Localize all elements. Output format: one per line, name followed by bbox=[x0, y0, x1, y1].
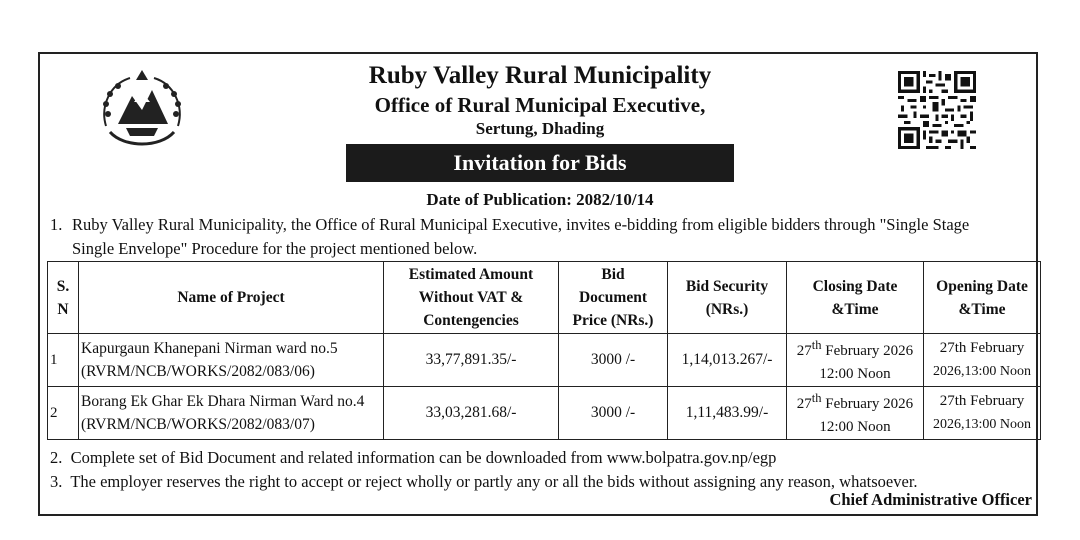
note-download: 2. Complete set of Bid Document and related information can be downloaded from www.bolpatra.gov.np/egp bbox=[50, 448, 777, 467]
row-project-name bbox=[79, 334, 384, 387]
closing-month-year: February 2026 bbox=[821, 396, 914, 412]
header-sn-line-2: N bbox=[57, 300, 69, 318]
header-sn bbox=[48, 262, 79, 334]
closing-time: 12:00 Noon bbox=[819, 419, 891, 435]
closing-date-line bbox=[789, 334, 921, 363]
project-code: (RVRM/NCB/WORKS/2082/083/06) bbox=[81, 363, 315, 380]
project-name-line-1: Borang Ek Ghar Ek Dhara Nirman Ward no.4 bbox=[81, 393, 365, 410]
row-estimated-amount: 33,77,891.35/- bbox=[384, 334, 559, 387]
opening-date-line-1: 27th February bbox=[939, 393, 1025, 409]
qr-code-icon bbox=[897, 71, 977, 149]
office-name: Office of Rural Municipal Executive, bbox=[374, 93, 706, 117]
header-closing-date bbox=[787, 262, 924, 334]
header-doc-line-1: Bid bbox=[601, 266, 625, 283]
header-doc-price bbox=[559, 262, 668, 334]
invitation-banner: Invitation for Bids bbox=[346, 144, 734, 182]
row-doc-price: 3000 /- bbox=[559, 334, 668, 387]
bids-table bbox=[47, 261, 1041, 440]
row-project-name bbox=[79, 387, 384, 440]
row-bid-security: 1,14,013.267/- bbox=[668, 334, 787, 387]
header-closing-line-2: &Time bbox=[831, 300, 879, 318]
row-closing-date bbox=[787, 387, 924, 440]
closing-day: 27 bbox=[796, 396, 812, 412]
publication-date: Date of Publication: 2082/10/14 bbox=[426, 190, 654, 209]
header-estimated-line-3: Contengencies bbox=[423, 312, 519, 329]
closing-month-year: February 2026 bbox=[821, 343, 914, 359]
header-estimated-amount bbox=[384, 262, 559, 334]
header-opening-line-1: Opening Date bbox=[936, 277, 1028, 295]
header-project-name: Name of Project bbox=[79, 262, 384, 334]
opening-date-line-2: 2026,13:00 Noon bbox=[933, 364, 1031, 379]
project-code: (RVRM/NCB/WORKS/2082/083/07) bbox=[81, 416, 315, 433]
header-security-line-2: (NRs.) bbox=[705, 300, 749, 318]
table-row bbox=[48, 334, 1041, 387]
intro-number: 1. bbox=[50, 215, 63, 234]
closing-date-line bbox=[789, 387, 921, 416]
row-bid-security: 1,11,483.99/- bbox=[668, 387, 787, 440]
header-bid-security bbox=[668, 262, 787, 334]
table-header-row bbox=[48, 262, 1041, 334]
header-closing-line-1: Closing Date bbox=[812, 277, 898, 295]
header-estimated-line-2: Without VAT & bbox=[418, 289, 524, 306]
opening-date-line-1: 27th February bbox=[939, 340, 1025, 356]
intro-line-2: Single Envelope" Procedure for the project mentioned below. bbox=[72, 239, 478, 258]
office-location: Sertung, Dhading bbox=[475, 119, 605, 138]
project-name-line-1: Kapurgaun Khanepani Nirman ward no.5 bbox=[81, 340, 338, 357]
nepal-emblem-icon bbox=[96, 66, 188, 154]
table-row bbox=[48, 387, 1041, 440]
header-opening-date bbox=[924, 262, 1041, 334]
row-opening-date bbox=[924, 387, 1041, 440]
header-estimated-line-1: Estimated Amount bbox=[408, 266, 534, 283]
header-sn-line-1: S. bbox=[56, 277, 70, 295]
intro-paragraph bbox=[50, 213, 1035, 261]
row-opening-date bbox=[924, 334, 1041, 387]
header-security-line-1: Bid Security bbox=[685, 277, 769, 295]
closing-time: 12:00 Noon bbox=[819, 366, 891, 382]
note-employer-rights: 3. The employer reserves the right to accept or reject wholly or partly any or all the bids without assigning any reason, whatsoever. bbox=[50, 472, 918, 491]
row-sn: 1 bbox=[48, 334, 79, 387]
row-sn: 2 bbox=[48, 387, 79, 440]
closing-day-suffix: th bbox=[811, 338, 822, 352]
row-estimated-amount: 33,03,281.68/- bbox=[384, 387, 559, 440]
closing-day: 27 bbox=[796, 343, 812, 359]
closing-day-suffix: th bbox=[811, 391, 822, 405]
header-doc-line-2: Document bbox=[578, 289, 648, 306]
row-doc-price: 3000 /- bbox=[559, 387, 668, 440]
header-opening-line-2: &Time bbox=[958, 300, 1006, 318]
row-closing-date bbox=[787, 334, 924, 387]
opening-date-line-2: 2026,13:00 Noon bbox=[933, 417, 1031, 432]
intro-line-1: Ruby Valley Rural Municipality, the Office of Rural Municipal Executive, invites e-bidding from eligible bidders through "Single Stage bbox=[72, 215, 970, 234]
signature: Chief Administrative Officer bbox=[829, 490, 1032, 509]
municipality-title: Ruby Valley Rural Municipality bbox=[368, 62, 712, 89]
header-doc-line-3: Price (NRs.) bbox=[572, 312, 654, 329]
